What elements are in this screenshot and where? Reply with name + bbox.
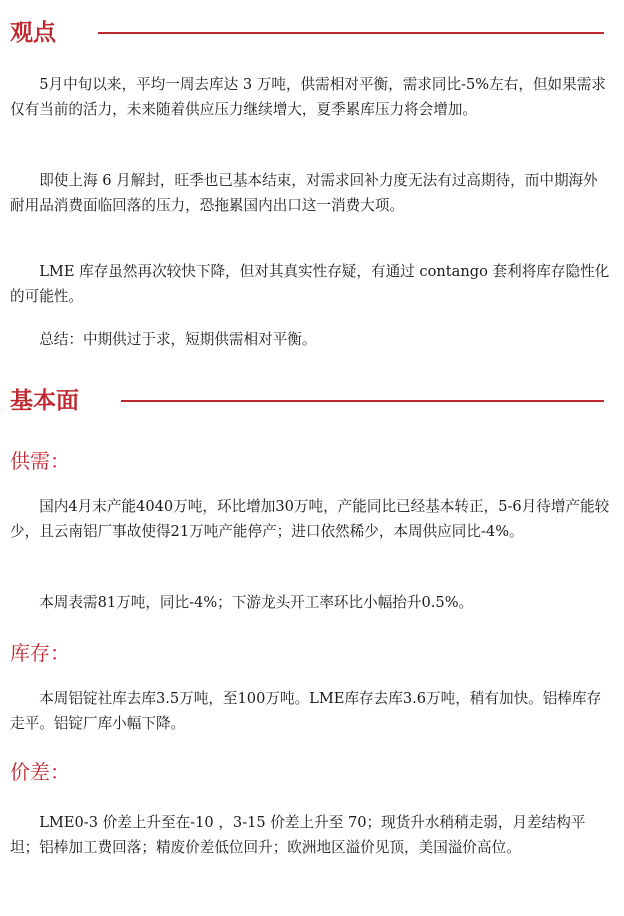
paragraph: 本周铝锭社库去库3.5万吨，至100万吨。LME库存去库3.6万吨，稍有加快。铝棒库存走平。铝锭厂库小幅下降。: [10, 690, 602, 732]
section-title: 基本面: [10, 388, 79, 414]
subsection-title-supply-demand: 供需：: [10, 449, 70, 473]
paragraph: 国内4月末产能4040万吨，环比增加30万吨，产能同比已经基本转正，5-6月待增产能较少，且云南铝厂事故使得21万吨产能停产；进口依然稀少，本周供应同比-4%。: [10, 498, 610, 540]
paragraph: 总结：中期供过于求，短期供需相对平衡。: [39, 331, 317, 348]
section-divider: [98, 32, 604, 34]
subsection-title-spread: 价差：: [10, 760, 70, 784]
section-header-fundamentals: [10, 382, 604, 415]
section-divider: [121, 400, 604, 402]
paragraph: 本周表需81万吨，同比-4%；下游龙头开工率环比小幅抬升0.5%。: [39, 594, 474, 611]
paragraph: 5月中旬以来，平均一周去库达 3 万吨，供需相对平衡，需求同比-5%左右，但如果需求仅有当前的活力，未来随着供应压力继续增大，夏季累库压力将会增加。: [10, 76, 606, 118]
section-title: 观点: [10, 20, 56, 46]
paragraph: LME0-3 价差上升至在-10 ，3-15 价差上升至 70；现货升水稍稍走弱，月差结构平坦；铝棒加工费回落；精废价差低位回升；欧洲地区溢价见顶，美国溢价高位。: [10, 814, 586, 856]
section-header-viewpoint: [10, 14, 604, 47]
subsection-title-inventory: 库存：: [10, 641, 70, 665]
paragraph: LME 库存虽然再次较快下降，但对其真实性存疑，有通过 contango 套利将库存隐性化的可能性。: [10, 263, 610, 305]
paragraph: 即使上海 6 月解封，旺季也已基本结束，对需求回补力度无法有过高期待，而中期海外耐用品消费面临回落的压力，恐拖累国内出口这一消费大项。: [10, 172, 598, 214]
